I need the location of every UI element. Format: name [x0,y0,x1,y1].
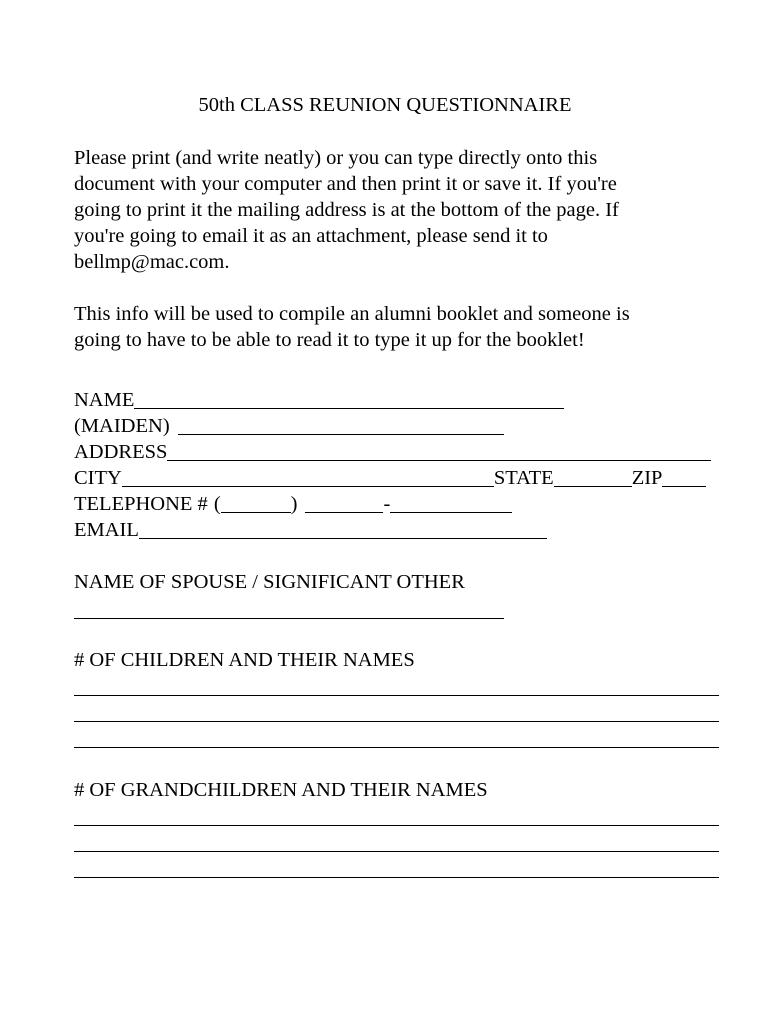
city-label: CITY [74,467,122,489]
email-field[interactable] [139,519,547,539]
grandchildren-line[interactable] [74,877,719,878]
phone-dash: - [383,493,391,515]
spouse-field[interactable] [74,618,504,619]
area-code-field[interactable] [221,493,291,513]
maiden-field[interactable] [178,415,504,435]
zip-label: ZIP [631,467,663,489]
zip-field[interactable] [662,467,706,487]
email-label: EMAIL [74,519,139,541]
state-label: STATE [493,467,554,489]
name-field[interactable] [134,389,564,409]
address-label: ADDRESS [74,441,168,463]
state-field[interactable] [554,467,632,487]
note-paragraph [74,301,734,353]
children-line[interactable] [74,721,719,722]
intro-line: document with your computer and then print it or save it. If you're [74,173,617,195]
maiden-row [74,413,504,439]
intro-line: Please print (and write neatly) or you can type directly onto this [74,147,598,169]
name-row [74,387,564,413]
page-title: 50th CLASS REUNION QUESTIONNAIRE [198,94,572,116]
phone-prefix-field[interactable] [305,493,383,513]
city-state-zip-row [74,465,706,491]
maiden-label: (MAIDEN) [74,415,170,437]
note-line: This info will be used to compile an alumni booklet and someone is [74,303,630,325]
grandchildren-line[interactable] [74,851,719,852]
telephone-row [74,491,512,517]
area-code-close: ) [290,493,298,515]
intro-line: bellmp@mac.com. [74,251,230,273]
email-row [74,517,547,543]
note-line: going to have to be able to read it to type it up for the booklet! [74,329,585,351]
phone-line-field[interactable] [390,493,512,513]
address-field[interactable] [167,441,711,461]
address-row [74,439,711,465]
grandchildren-heading: # OF GRANDCHILDREN AND THEIR NAMES [74,779,488,801]
telephone-label: TELEPHONE # [74,493,208,515]
children-line[interactable] [74,747,719,748]
city-field[interactable] [122,467,494,487]
intro-line: going to print it the mailing address is at the bottom of the page. If [74,199,619,221]
intro-paragraph [74,145,734,275]
grandchildren-line[interactable] [74,825,719,826]
children-heading: # OF CHILDREN AND THEIR NAMES [74,649,415,671]
intro-line: you're going to email it as an attachment, please send it to [74,225,548,247]
name-label: NAME [74,389,135,411]
area-code-open: ( [213,493,221,515]
spouse-heading: NAME OF SPOUSE / SIGNIFICANT OTHER [74,571,465,593]
children-line[interactable] [74,695,719,696]
